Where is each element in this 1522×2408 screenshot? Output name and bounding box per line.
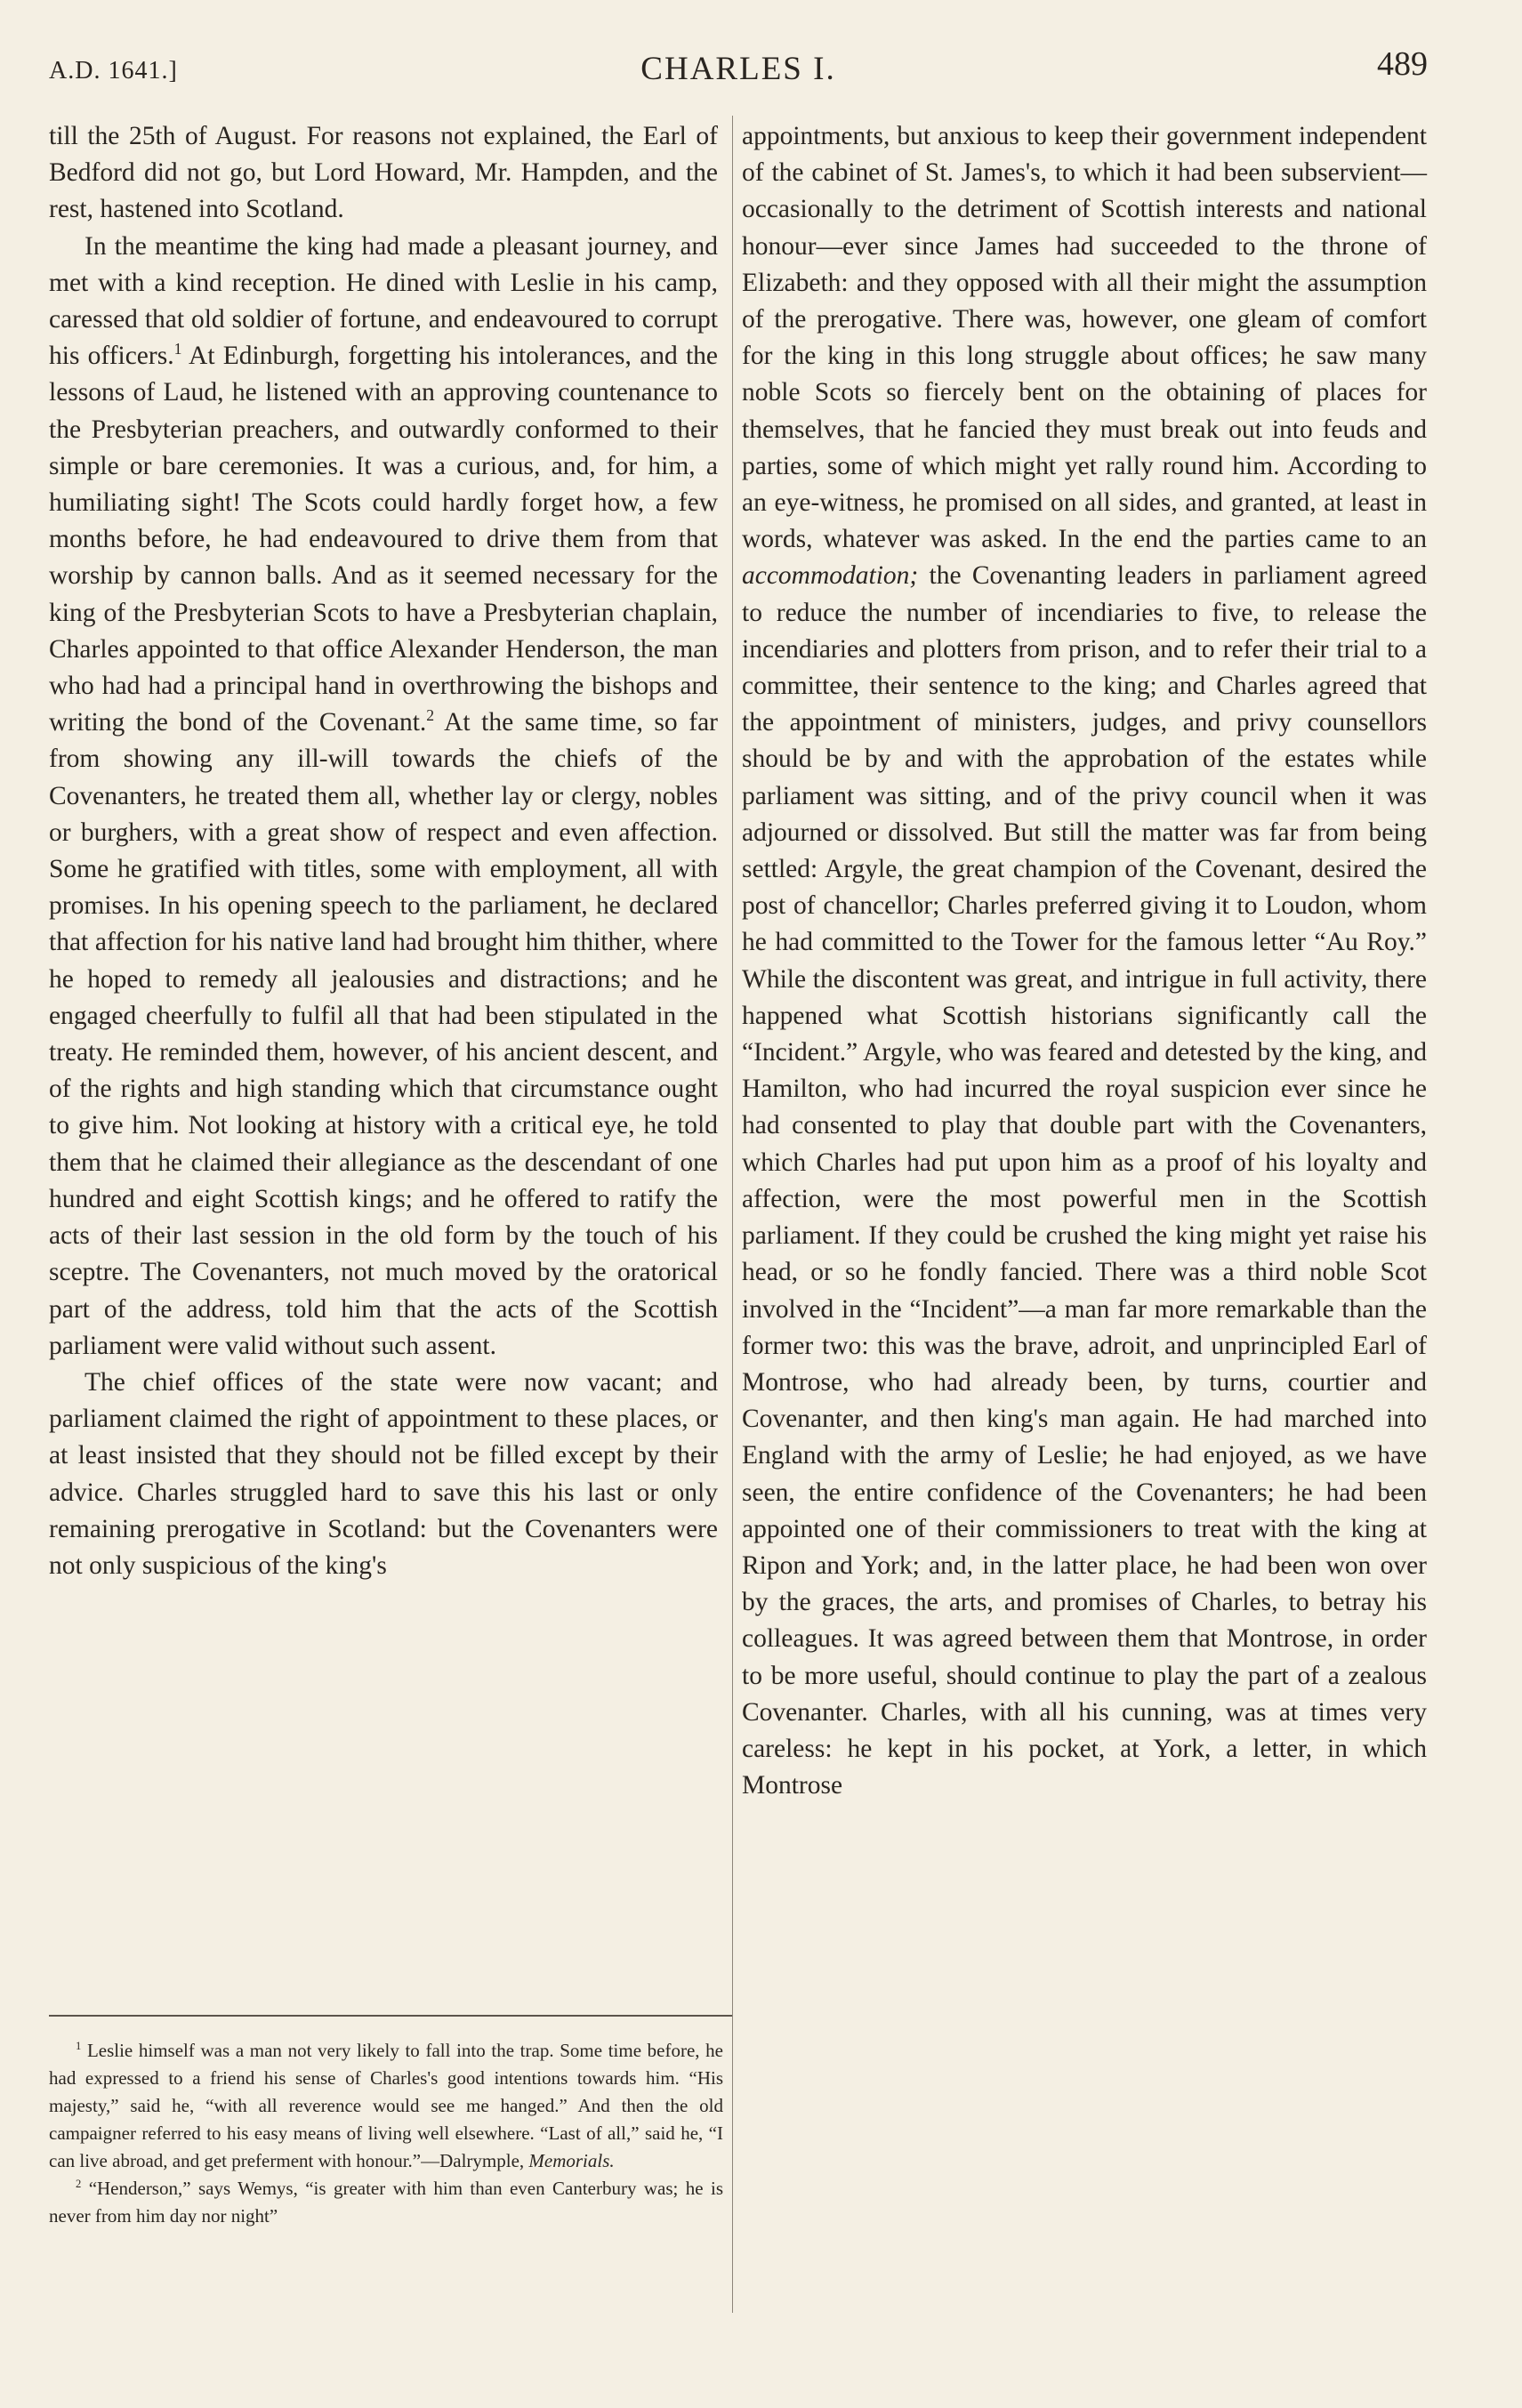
footnote-source: Memorials.	[528, 2150, 615, 2171]
footnote-divider	[49, 2015, 732, 2017]
column-divider	[732, 116, 733, 2313]
left-column	[49, 118, 718, 1584]
header-title: CHARLES I.	[640, 51, 836, 87]
footnote-ref: 2	[426, 706, 435, 725]
running-header	[49, 44, 1428, 98]
text-run: appointments, but anxious to keep their government independent of the cabinet of St. James's, to which it had been subservient—occasionally to the detriment of Scottish interests and national honour—ever since James had succeeded to the throne of Elizabeth: and they opposed with all their might the assumption of the prerogative. There was, however, one gleam of comfort for the king in this long struggle about offices; he saw many noble Scots so fiercely bent on the obtaining of places for themselves, that he fancied they must break out into feuds and parties, some of which might yet rally round him. According to an eye-witness, he promised on all sides, and granted, at least in words, whatever was asked. In the end the parties came to an	[742, 122, 1427, 554]
footnote-mark: 2	[76, 2178, 82, 2190]
page-number: 489	[1377, 45, 1428, 83]
paragraph: The chief offices of the state were now vacant; and parliament claimed the right of appointment to these places, or at least insisted that they should not be filled except by their advice. Charles struggled hard to save this his last or only remaining prerogative in Scotland: but the Covenanters were not only suspicious of the king's	[49, 1367, 718, 1580]
footnote-text: “Henderson,” says Wemys, “is greater with him than even Canterbury was; he is never from him day nor night”	[49, 2178, 723, 2227]
footnote	[49, 2175, 723, 2230]
text-run: the Covenanting leaders in parliament agreed to reduce the number of incendiaries to five, to release the incendiaries and plotters from prison, and to refer their trial to a committee, their sentence to the king; and Charles agreed that the appointment of ministers, judges, and privy counsellors should be by and with the approbation of the estates while parliament was sitting, and of the privy council when it was adjourned or dissolved. But still the matter was far from being settled: Argyle, the great champion of the Covenant, desired the post of chancellor; Charles preferred giving it to Loudon, whom he had committed to the Tower for the famous letter “Au Roy.” While the discontent was great, and intrigue in full activity, there happened what Scottish historians significantly call the “Incident.” Argyle, who was feared and detested by the king, and Hamilton, who had incurred the royal suspicion ever since he had consented to play that double part with the Covenanters, which Charles had put upon him as a proof of his loyalty and affection, were the most powerful men in the Scottish parliament. If they could be crushed the king might yet raise his head, or so he fondly fancied. There was a third noble Scot involved in the “Incident”—a man far more remarkable than the former two: this was the brave, adroit, and unprincipled Earl of Montrose, who had already been, by turns, courtier and Covenanter, and then king's man again. He had marched into England with the army of Leslie; he had enjoyed, as we have seen, the entire confidence of the Covenanters; he had been appointed one of their commissioners to treat with the king at Ripon and York; and, in the latter place, he had been won over by the graces, the arts, and promises of Charles, to betray his colleagues. It was agreed between them that Montrose, in order to be more useful, should continue to play the part of a zealous Covenanter. Charles, with all his cunning, was at times very careless: he kept in his pocket, at York, a letter, in which Montrose	[742, 561, 1427, 1800]
footnote	[49, 2037, 723, 2175]
italic-term: accommodation;	[742, 561, 919, 591]
paragraph	[742, 118, 1427, 1804]
paragraph	[49, 229, 718, 1365]
paragraph: till the 25th of August. For reasons not explained, the Earl of Bedford did not go, but Lord Howard, Mr. Hampden, and the rest, hastened into Scotland.	[49, 122, 718, 224]
header-date: A.D. 1641.]	[49, 57, 178, 85]
footnote-mark: 1	[76, 2040, 82, 2052]
text-run: At the same time, so far from showing any ill-will towards the chiefs of the Covenanters, he treated them all, whether lay or clergy, nobles or burghers, with a great show of respect and even affection. Some he gratified with titles, some with employment, all with promises. In his opening speech to the parliament, he declared that affection for his native land had brought him thither, where he hoped to remedy all jealousies and distractions; and he engaged cheerfully to fulfil all that had been stipulated in the treaty. He reminded them, however, of his ancient descent, and of the rights and high standing which that circumstance ought to give him. Not looking at history with a critical eye, he told them that he claimed their allegiance as the descendant of one hundred and eight Scottish kings; and he offered to ratify the acts of their last session in the old form by the touch of his sceptre. The Covenanters, not much moved by the oratorical part of the address, told him that the acts of the Scottish parliament were valid without such assent.	[49, 708, 718, 1360]
right-column	[742, 118, 1427, 1804]
text-run: At Edinburgh, forgetting his intolerances, and the lessons of Laud, he listened with an approving countenance to the Presbyterian preachers, and outwardly conformed to their simple or bare ceremonies. It was a curious, and, for him, a humiliating sight! The Scots could hardly forget how, a few months before, he had endeavoured to drive them from that worship by cannon balls. And as it seemed necessary for the king of the Presbyterian Scots to have a Presbyterian chaplain, Charles appointed to that office Alexander Henderson, the man who had had a principal hand in overthrowing the bishops and writing the bond of the Covenant.	[49, 342, 718, 737]
footnotes	[49, 2037, 723, 2230]
footnote-text: Leslie himself was a man not very likely to fall into the trap. Some time before, he had expressed to a friend his sense of Charles's good intentions towards him. “His majesty,” said he, “with all reverence would see me hanged.” And then the old campaigner referred to his easy means of living well elsewhere. “Last of all,” said he, “I can live abroad, and get preferment with honour.”—Dalrymple,	[49, 2040, 723, 2171]
footnote-ref: 1	[173, 340, 182, 358]
text-run: In the meantime the king had made a pleasant journey, and met with a kind reception. He dined with Leslie in his camp, caressed that old soldier of fortune, and endeavoured to corrupt his officers.	[49, 231, 718, 371]
